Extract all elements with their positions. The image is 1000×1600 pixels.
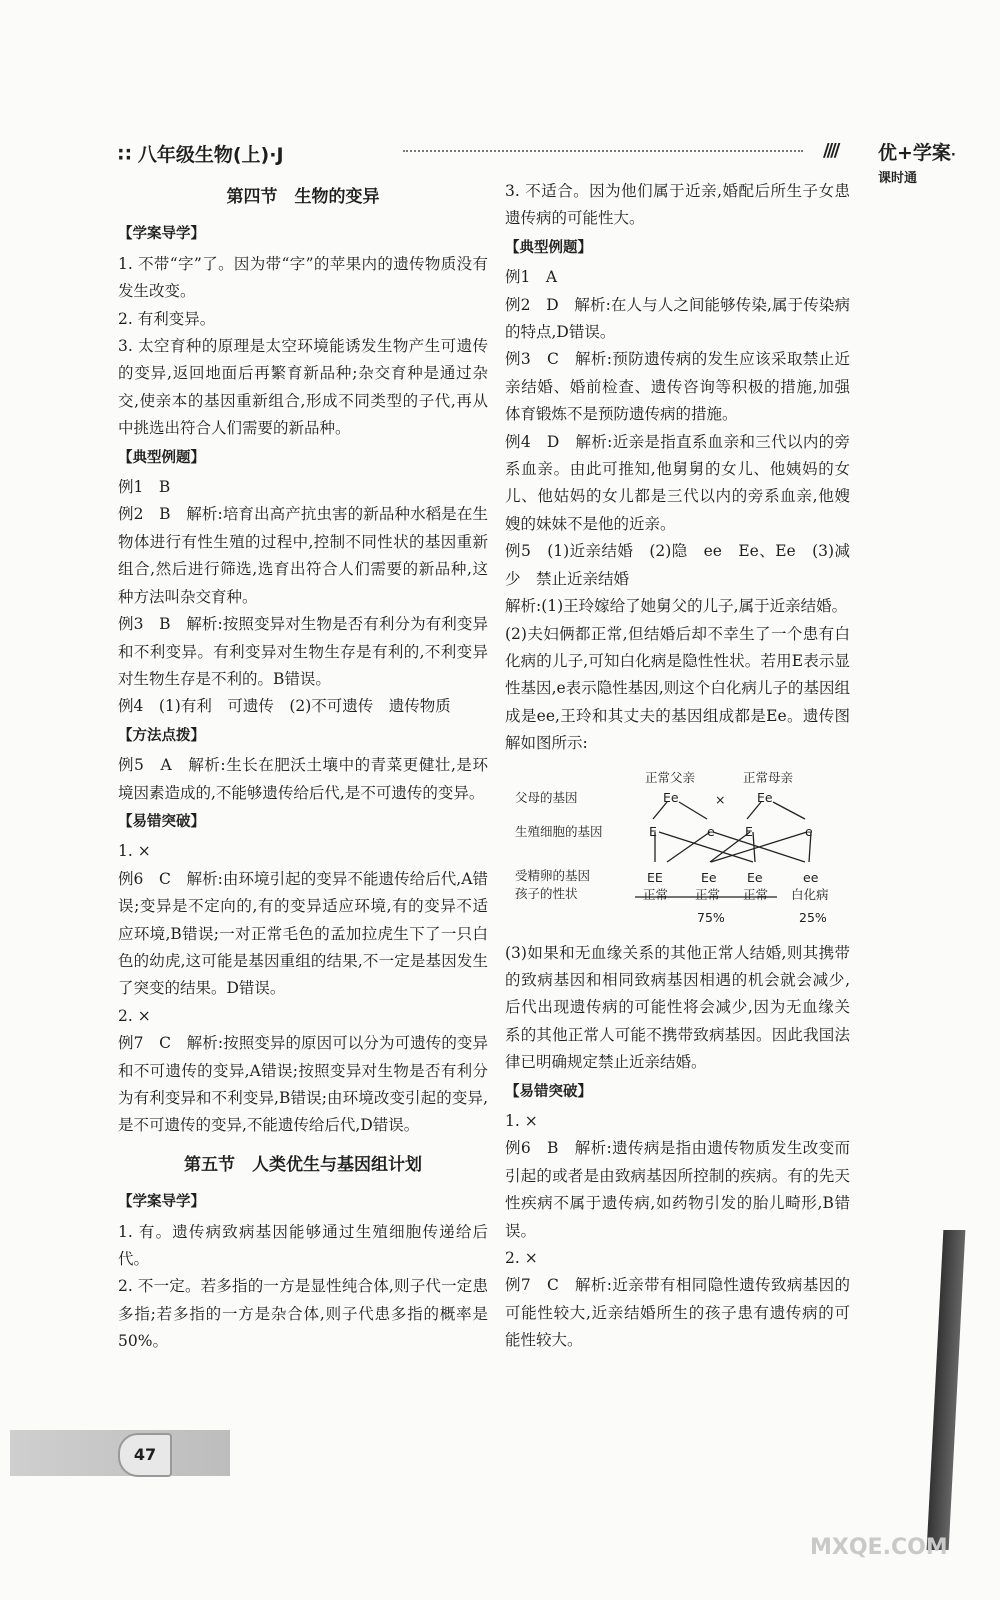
father-gene: Ee — [663, 789, 679, 805]
normal-ratio: 75% — [697, 909, 725, 925]
header-slashes: //// — [823, 140, 838, 161]
parents-gene-label: 父母的基因 — [515, 789, 578, 805]
header-divider — [403, 150, 803, 152]
page-number: 47 — [118, 1433, 172, 1477]
mother-label: 正常母亲 — [743, 769, 794, 785]
father-label: 正常父亲 — [645, 769, 696, 785]
section-tag: 【典型例题】 — [505, 239, 592, 256]
page-edge-shadow — [927, 1230, 966, 1550]
answer-item: 例3 C 解析:预防遗传病的发生应该采取禁止近亲结婚、婚前检查、遗传咨询等积极的措施,加强体育锻炼不是预防遗传病的措施。 — [505, 350, 850, 424]
answer-item: 1. 不带“字”了。因为带“字”的苹果内的遗传物质没有发生改变。 — [118, 254, 488, 301]
zygote-gene: Ee — [701, 869, 717, 885]
left-column — [118, 178, 488, 1356]
gamete-gene: E — [745, 823, 753, 839]
albino-ratio: 25% — [799, 909, 827, 925]
answer-item: 3. 不适合。因为他们属于近亲,婚配后所生子女患遗传病的可能性大。 — [505, 182, 850, 228]
answer-item: 例4 D 解析:近亲是指直系血亲和三代以内的旁系血亲。由此可推知,他舅舅的女儿、他姨妈的女儿、他姑妈的女儿都是三代以内的旁系血亲,他嫂嫂的妹妹不是他的近亲。 — [505, 432, 850, 533]
answer-item: 例6 B 解析:遗传病是指由遗传物质发生改变而引起的或者是由致病基因所控制的疾病。有的先天性疾病不属于遗传病,如药物引发的胎儿畸形,B错误。 — [505, 1139, 850, 1240]
answer-item: 例4 (1)有利 可遗传 (2)不可遗传 遗传物质 — [118, 697, 451, 716]
gamete-gene: e — [805, 823, 813, 839]
mother-gene: Ee — [757, 789, 773, 805]
right-column — [505, 178, 850, 1355]
answer-item: 例7 C 解析:按照变异的原因可以分为可遗传的变异和不可遗传的变异,A错误;按照变异对生物是否有利分为有利变异和不利变异,B错误;由环境改变引起的变异,是不可遗传的变异,不能遗传给后代,D错误。 — [118, 1034, 488, 1135]
section-tag: 【方法点拨】 — [118, 727, 205, 744]
answer-item: 例2 D 解析:在人与人之间能够传染,属于传染病的特点,D错误。 — [505, 295, 850, 342]
answer-item: 例1 B — [118, 478, 171, 497]
book-title: ∷ 八年级生物(上)·J — [118, 144, 284, 166]
trait: 正常 — [695, 886, 721, 902]
answer-item: 例6 C 解析:由环境引起的变异不能遗传给后代,A错误;变异是不定向的,有的变异适应环境,有的变异不适应环境,B错误;一对正常毛色的孟加拉虎生下了一只白色的幼虎,这可能是基因重组的结果,不一定是基因发生了突变的结果。D错误。 — [118, 869, 488, 998]
analysis-text: 解析:(1)王玲嫁给了她舅父的儿子,属于近亲结婚。 — [505, 597, 848, 616]
section-tag: 【学案导学】 — [118, 1194, 205, 1211]
section-tag: 【易错突破】 — [505, 1083, 592, 1100]
answer-item: 2. 有利变异。 — [118, 309, 216, 328]
zygote-label: 受精卵的基因 — [515, 867, 591, 883]
answer-item: 例3 B 解析:按照变异对生物是否有利分为有利变异和不利变异。有利变异对生物生存是有利的,不利变异对生物生存是不利的。B错误。 — [118, 615, 488, 688]
zygote-gene: EE — [647, 869, 663, 885]
answer-item: 例5 (1)近亲结婚 (2)隐 ee Ee、Ee (3)减少 禁止近亲结婚 — [505, 542, 850, 588]
section-title: 第五节 人类优生与基因组计划 — [184, 1154, 422, 1175]
section-title: 第四节 生物的变异 — [226, 187, 380, 207]
inheritance-diagram — [515, 764, 850, 934]
cross-sign: × — [715, 791, 726, 807]
analysis-text: (3)如果和无血缘关系的其他正常人结婚,则其携带的致病基因和相同致病基因相遇的机会就会减少,后代出现遗传病的可能性将会减少,因为无血缘关系的其他正常人可能不携带致病基因。因此我国法律已明确规定禁止近亲结婚。 — [505, 943, 850, 1072]
answer-item: 3. 太空育种的原理是太空环境能诱发生物产生可遗传的变异,返回地面后再繁育新品种;杂交育种是通过杂交,使亲本的基因重新组合,形成不同类型的子代,再从中挑选出符合人们需要的新品种。 — [118, 337, 488, 438]
trait: 正常 — [643, 886, 669, 902]
section-tag: 【易错突破】 — [118, 813, 205, 830]
answer-item: 2. 不一定。若多指的一方是显性纯合体,则子代一定患多指;若多指的一方是杂合体,则子代患多指的概率是50%。 — [118, 1277, 488, 1351]
zygote-gene: ee — [803, 869, 819, 885]
gamete-gene: e — [707, 823, 715, 839]
page-header — [118, 138, 968, 186]
section-tag: 【学案导学】 — [118, 226, 205, 243]
watermark: MXQE.COM — [810, 1535, 948, 1560]
gamete-label: 生殖细胞的基因 — [515, 823, 603, 839]
answer-item: 例5 A 解析:生长在肥沃土壤中的青菜更健壮,是环境因素造成的,不能够遗传给后代,是不可遗传的变异。 — [118, 756, 488, 802]
answer-item: 例2 B 解析:培育出高产抗虫害的新品种水稻是在生物体进行有性生殖的过程中,控制不同性状的基因重新组合,然后进行筛选,选育出符合人们需要的新品种,这种方法叫杂交育种。 — [118, 505, 488, 606]
analysis-text: (2)夫妇俩都正常,但结婚后却不幸生了一个患有白化病的儿子,可知白化病是隐性性状。若用E表示显性基因,e表示隐性基因,则这个白化病儿子的基因组成是ee,王玲和其丈夫的基因组成都是Ee。遗传图解如图所示: — [505, 624, 850, 753]
trait: 白化病 — [791, 886, 829, 902]
section-tag: 【典型例题】 — [118, 449, 205, 466]
answer-item: 2. × — [118, 1006, 151, 1025]
trait-label: 孩子的性状 — [515, 885, 578, 901]
gamete-gene: E — [649, 823, 657, 839]
answer-item: 2. × — [505, 1249, 538, 1267]
zygote-gene: Ee — [747, 869, 763, 885]
answer-item: 1. × — [118, 842, 151, 861]
trait: 正常 — [743, 886, 769, 902]
brand-label: 优+学案·课时通 — [878, 142, 956, 186]
answer-item: 1. × — [505, 1111, 538, 1130]
answer-item: 例7 C 解析:近亲带有相同隐性遗传致病基因的可能性较大,近亲结婚所生的孩子患有遗传病的可能性较大。 — [505, 1276, 850, 1350]
answer-item: 例1 A — [505, 268, 558, 287]
answer-item: 1. 有。遗传病致病基因能够通过生殖细胞传递给后代。 — [118, 1222, 488, 1269]
